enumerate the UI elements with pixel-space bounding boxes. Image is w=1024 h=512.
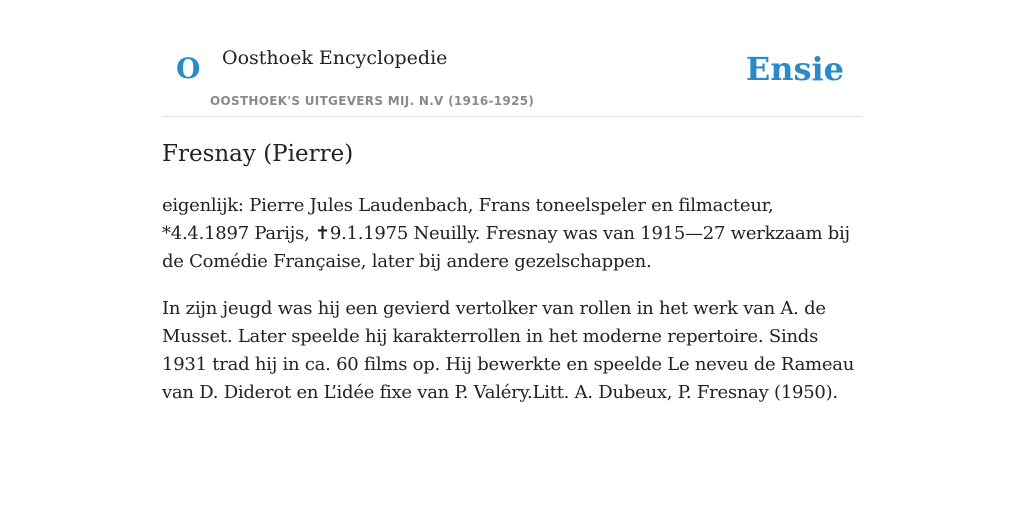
article-title: Fresnay (Pierre) [162,141,354,167]
book-title-link[interactable]: Oosthoek Encyclopedie [222,47,448,69]
publisher-label: OOSTHOEK'S UITGEVERS MIJ. N.V (1916-1925) [210,94,535,108]
site-header [162,40,862,117]
article [162,138,862,426]
article-paragraph: In zijn jeugd was hij een gevierd vertolker van rollen in het werk van A. de Musset. Later speelde hij karakterrollen in het moderne repertoire. Sinds 1931 trad hij in ca. 60 films op. Hij bewerkte en speelde Le neveu de Rameau van D. Diderot en L’idée fixe van P. Valéry.Litt. A. Dubeux, P. Fresnay (1950). [162,298,855,403]
article-paragraph: eigenlijk: Pierre Jules Laudenbach, Frans toneelspeler en filmacteur, *4.4.1897 Parijs, ✝9.1.1975 Neuilly. Fresnay was van 1915—27 werkzaam bij de Comédie Française, later bij andere gezelschappen. [162,195,850,272]
ensie-logo-link[interactable]: Ensie [745,50,844,88]
book-logo[interactable]: O [176,52,201,85]
